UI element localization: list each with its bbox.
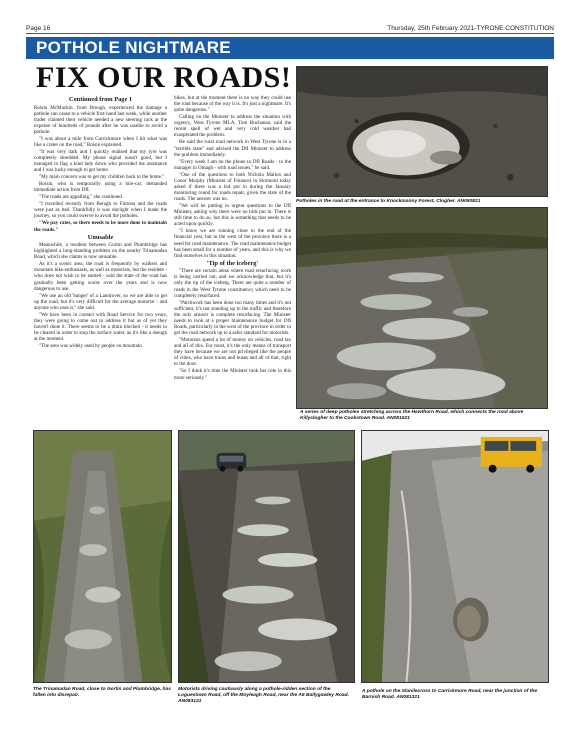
paragraph: "My main concern was to get my children back to the home." [39,174,165,181]
article-column-1 [34,95,167,398]
photo-loguestown-road [178,430,355,683]
paragraph: "The roads are appalling," she continued. [39,194,124,201]
paragraph: "We pay rates, so there needs to be more done to maintain the roads." [34,220,167,233]
paragraph: Roisin, who is temporarily using a hire-car, demanded immediate action from DfI. [34,181,167,194]
photo-slanilecross-road [361,430,549,683]
paragraph: As it's a scenic area, the road is frequently by walkers and mountain bike enthusiasts, as well as motorists, but the resident - who does not wish to be named - said the state of the road has gradually been getting worse over the years and is now dangerous to use. [34,261,167,292]
photo-trinamadan-road [33,430,172,683]
subhead-iceberg: 'Tip of the iceberg' [206,259,259,267]
photo-hawthorn-road [296,207,548,409]
paragraph: Roisin McMackin, from Brough, experienced the damage a pothole can cause to a vehicle first-hand last week, while another trader claimed their vehicle needed a new steering rack at the expense of hundreds of pounds after he was unable to avoid a pothole. [34,104,167,135]
article-column-2 [174,95,291,398]
paragraph: "So I think it's time the Minister took her role in this more seriously." [174,368,291,381]
paragraph: "Motorists spend a lot of money on vehicles, road tax and all of this. For most, it's the only means of transport they have because we are not privileged like the people of cities, who have trains and buses and all of that, right to the door. [174,337,291,368]
caption-photo3: The Trinamadan Road, close to Gortin and Plumbridge, has fallen into disrepair. [33,687,171,698]
paragraph: "The area was widely used by people on mountain [39,343,142,350]
paragraph: "Every week I am on the phone to DfI Roads - to the manager in Omagh - with road issues," he said. [174,158,291,171]
paragraph: He said the rural road network in West Tyrone is in a "terrible state" and advised the DfI Minister to address the problem immediately. [174,139,291,158]
paragraph: "We have been in contact with Road Service for two years, they were going to come out to address it but as of yet they haven't done it. There seems to be a drain blocked - it needs to be cleared in order to stop the surface water, as it's like a sheugh at the moment. [34,311,167,343]
headline: FIX OUR ROADS! [36,61,292,94]
paragraph: Meanwhile, a resident between Gortin and Plumbridge has highlighted a long-standing problem on the nearby Trinamadan Road, which she claims is now unusable. [34,242,167,261]
paragraph: "We will be putting in urgent questions to the DfI Minister, asking why there were no bids put in. There is still time to do so, but this is something that needs to be acted upon quickly. [174,203,291,228]
paragraph: "There are certain areas where road resurfacing work is being carried out, and we acknowledge that, but it's only the tip of the iceberg. There are quite a number of roads in the West Tyrone constituency which need to be completely resurfaced. [174,268,291,299]
paragraph: "We use an old 'banger' of a Landrover, so we are able to get up the road, but it's very difficult for the average motorist - and anyone who uses it," she said. [34,292,167,311]
paragraph: Calling on the Minister to address the situation with urgency, West Tyrone MLA, Tom Buchanan, said the recent spell of wet and very cold weather had exasperated the problem. [174,114,291,139]
paragraph: "I was about a mile from Carrickmore when I hit what was like a crater on the road," Roisin explained. [34,135,167,148]
caption-photo4: Motorists driving cautiously along a pothole-ridden section of the Loguestown Road, off the Moyleagh Road, near the A5 Ballygawley Road. AN083121 [178,687,349,704]
page-number: Page 16 [26,25,51,32]
publication-date: Thursday, 25th February 2021-TYRONE CONSTITUTION [387,25,554,32]
continued-label: Continued from Page 1 [68,96,133,103]
subhead-unusable: Unusable [87,233,114,241]
page-header [26,22,554,34]
paragraph: "Patchwork has been done too many times and it's not sufficient, it's not standing up to the traffic and therefore the only answer is complete resurfacing. The Minister needs to look at a proper maintenance budget for DfI Roads, particularly in the west of the province in order to get the road network up to a safer standard for motorists. [174,299,291,337]
section-banner: POTHOLE NIGHTMARE [26,37,554,59]
paragraph: "It was very dark and I quickly realised that my tyre was completely shredded. My phone signal wasn't good, but I managed to flag a kind lady down who provided me assistance and I was lucky enough to get home. [34,148,167,174]
paragraph: bikes, but at the moment there is no way they could use the road because of the way it is. It's just a nightmare. It's quite dangerous." [174,95,291,114]
paragraph: "I know we are running close to the end of the financial year, but in the west of the province there is a need for road maintenance. The road maintenance budget has been small for a number of years, and this is why we find ourselves in this situation. [174,228,291,259]
caption-photo2: A series of deep potholes stretching across the Hawthorn Road, which connects the road above Killyclogher to the Cookstown Road. AN081521 [300,410,524,421]
paragraph: "One of the questions to both Nichola Mallon and Conor Murphy (Minister of Finance) in Stormont today asked if there was a bid put in during the January monitoring round for roads repair, given the state of the roads. The answer was no. [174,171,291,203]
caption-photo5: A pothole on the Slanilecross to Carrickmore Road, near the junction of the Barnish Road. AN081321 [362,689,538,700]
paragraph: "I travelled recently from Beragh to Fintona and the roads were just as bad. Thankfully it was daylight when I made the journey, so you could swerve to avoid the potholes. [34,201,167,220]
caption-photo1: Potholes in the road at the entrance to Knockmanny Forest, Clogher. AN080821 [296,199,481,204]
photo-pothole-forest [296,66,548,197]
